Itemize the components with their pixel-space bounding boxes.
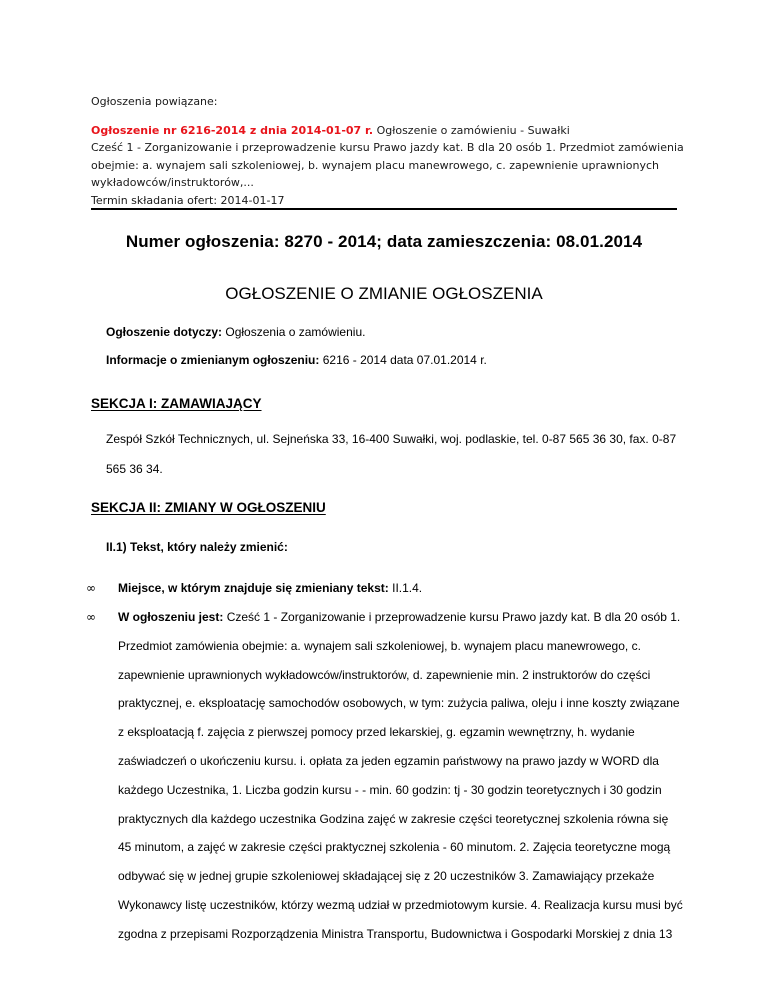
related-entry [91, 122, 691, 140]
change-location-value: II.1.4. [392, 581, 423, 595]
infinity-bullet-icon: ∞ [86, 581, 96, 595]
change-location-item [118, 574, 684, 603]
section-1-text: Zespół Szkół Technicznych, ul. Sejneńska 33, 16-400 Suwałki, woj. podlaskie, tel. 0-87 565 36 30, fax. 0-87 565 36 34. [106, 432, 677, 476]
info-concerns-value: Ogłoszenia o zamówieniu. [225, 325, 366, 339]
related-notices [91, 93, 691, 209]
section-2-heading: SEKCJA II: ZMIANY W OGŁOSZENIU [91, 500, 326, 515]
current-text-label: W ogłoszeniu jest: [118, 610, 224, 624]
info-concerns-label: Ogłoszenie dotyczy: [106, 325, 223, 339]
info-changed-value: 6216 - 2014 data 07.01.2014 r. [322, 353, 487, 367]
infinity-bullet-icon: ∞ [86, 610, 96, 624]
info-changed [106, 353, 487, 367]
related-deadline: Termin składania ofert: 2014-01-17 [91, 193, 285, 207]
related-header: Ogłoszenia powiązane: [91, 95, 218, 108]
section-1-heading: SEKCJA I: ZAMAWIAJĄCY [91, 396, 262, 411]
horizontal-divider [91, 208, 677, 210]
section-2-subheading: II.1) Tekst, który należy zmienić: [106, 540, 288, 554]
notice-subtitle: OGŁOSZENIE O ZMIANIE OGŁOSZENIA [225, 284, 543, 303]
info-changed-label: Informacje o zmienianym ogłoszeniu: [106, 353, 320, 367]
info-concerns [106, 325, 365, 339]
current-text-item [118, 603, 684, 949]
change-location-label: Miejsce, w którym znajduje się zmieniany tekst: [118, 581, 389, 595]
related-notice-suffix: Ogłoszenie o zamówieniu - Suwałki [376, 123, 570, 137]
notice-title: Numer ogłoszenia: 8270 - 2014; data zamieszczenia: 08.01.2014 [125, 232, 643, 251]
current-text-value: Cześć 1 - Zorganizowanie i przeprowadzenie kursu Prawo jazdy kat. B dla 20 osób 1. Przedmiot zamówienia obejmie: a. wynajem sali szkoleniowej, b. wynajem placu manewrowego, c. zapewnienie uprawnionych wykładowców/instruktorów, d. zapewnienie min. 2 instruktorów do części praktycznej, e. eksploatację samochodów osobowych, w tym: zużycia paliwa, oleju i inne koszty związane z eksploatacją f. zajęcia z pierwszej pomocy przed lekarskiej, g. egzamin wewnętrzny, h. wydanie zaświadczeń o ukończeniu kursu. i. opłata za jeden egzamin państwowy na prawo jazdy w WORD dla każdego Uczestnika, 1. Liczba godzin kursu - - min. 60 godzin: tj - 30 godzin teoretycznych i 30 godzin praktycznych dla każdego uczestnika Godzina zajęć w zakresie części teoretycznej szkolenia równa się 45 minutom, a zajęć w zakresie części praktycznej szkolenia - 60 minutom. 2. Zajęcia teoretyczne mogą odbywać się w jednej grupie szkoleniowej składającej się z 20 uczestników 3. Zamawiający przekaże Wykonawcy listę uczestników, którzy wezmą udział w przedmiotowym kursie. 4. Realizacja kursu musi być zgodna z przepisami Rozporządzenia Ministra Transportu, Budownictwa i Gospodarki Morskiej z dnia 13 [118, 610, 683, 941]
related-notice-link[interactable]: Ogłoszenie nr 6216-2014 z dnia 2014-01-07 r. [91, 123, 374, 137]
related-description: Cześć 1 - Zorganizowanie i przeprowadzenie kursu Prawo jazdy kat. B dla 20 osób 1. Przedmiot zamówienia obejmie: a. wynajem sali szkoleniowej, b. wynajem placu manewrowego, c. zapewnienie uprawnionych wykładowców/instruktorów,... [91, 141, 684, 189]
